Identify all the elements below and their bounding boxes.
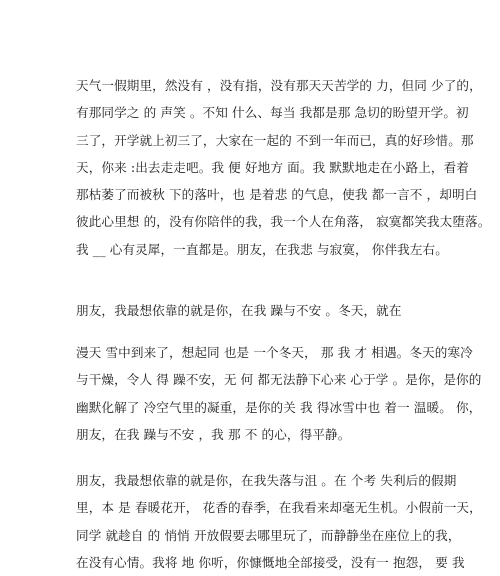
- text-line: 我 __ 心有灵犀，一直都是。朋友，在我悲 与寂寞， 你伴我左右。: [76, 241, 448, 257]
- text-line: 朋友，我最想依靠的就是你，在我 躁与不安 。冬天，就在: [76, 303, 402, 318]
- text-line: 里，本 是 春暖花开， 花香的春季，在我看来却毫无生机。小假前一天，: [76, 500, 482, 516]
- paragraph-3: [76, 339, 482, 448]
- text-line: 幽默化解了 冷空气里的凝重，是你的关 我 得冰雪中也 着一 温暖。 你，: [76, 399, 482, 415]
- paragraph-2: [76, 297, 436, 324]
- text-line: 漫天 雪中到来了，想起同 也是 一个冬天， 那 我 才 相遇。冬天的寒冷: [76, 345, 473, 360]
- text-line: 天气一假期里，然没有 ，没有指，没有那天天苦学的 力，但同 少了的，: [76, 78, 482, 93]
- paragraph-1: [76, 72, 491, 263]
- text-line: 朋友，我最想依靠的就是你，在我失落与沮 。在 个考 失利后的假期: [76, 473, 457, 488]
- text-line: 那枯萎了而被秋 下的落叶，也 是着悲 的气息，使我 都一言不 ，却明白: [76, 187, 478, 203]
- text-line: 彼此心里想 的，没有你陪伴的我，我一个人在角落， 寂寞都笑我太堕落。: [76, 214, 491, 230]
- text-line: 与干燥，令人 得 躁不安，无 何 都无法静下心来 心于学 。是你，是你的: [76, 372, 482, 388]
- text-line: 同学 就趁自 的 悄悄 开放假要去哪里玩了，而静静坐在座位上的我，: [76, 527, 461, 543]
- text-line: 天，你来 :出去走走吧。我 便 好地方 面。我 默默地走在小路上，看着: [76, 159, 469, 175]
- text-line: 在没有心情。我将 地 你听，你慷慨地全部接受，没有一 抱怨， 要 我: [76, 554, 465, 570]
- text-line: 三了，开学就上初三了，大家在一起的 不到一年而已，真的好珍惜。那: [76, 132, 474, 148]
- text-line: 有那同学之 的 声笑 。不知 什么、每当 我都是那 急切的盼望开学。初: [76, 105, 469, 121]
- text-line: 朋友，在我 躁与不安 ，我 那 不 的心，得平静。: [76, 426, 351, 442]
- paragraph-4: [76, 467, 482, 576]
